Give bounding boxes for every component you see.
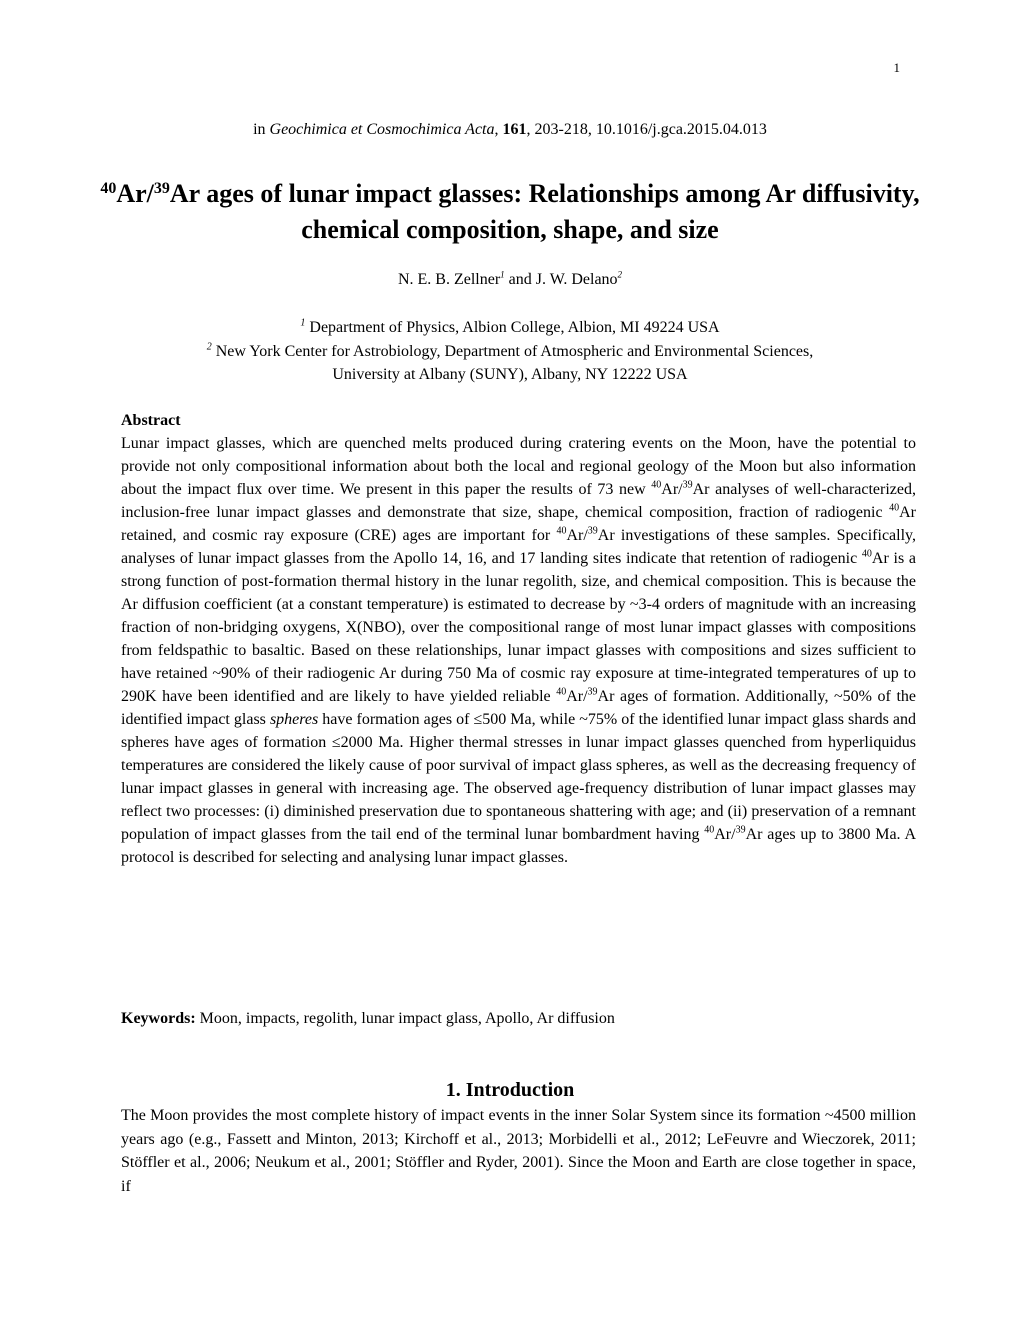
author-1-sup: 1 [500,269,505,280]
citation-sep: , [494,121,503,138]
abstract-text: Ar/ [566,527,588,544]
title-sup-39: 39 [153,180,170,197]
citation-line [0,121,1020,139]
title-part2: Ar ages of lunar impact glasses: Relationships among Ar diffusivity, chemical composition, shape, and size [169,179,920,244]
isotope-sup: 39 [587,686,598,698]
abstract-text: Ar/ [714,826,736,843]
isotope-sup: 39 [682,479,693,491]
affiliations [100,316,920,387]
author-conj: and [504,271,536,288]
citation-prefix: in [253,121,270,138]
isotope-sup: 40 [889,502,900,514]
isotope-sup: 39 [587,525,598,537]
affiliation-2-text: New York Center for Astrobiology, Department of Atmospheric and Environmental Sciences, [211,342,814,360]
abstract-text: have formation ages of ≤500 Ma, while ~75% of the identified lunar impact glass shards and spheres have ages of formation ≤2000 Ma. Higher thermal stresses in lunar impact glasses quenched from hyperliquidus temperatures are considered the likely cause of poor survival of impact glass spheres, as well as the decreasing frequency of lunar impact glasses in general with increasing age. The observed age-frequency distribution of lunar impact glasses may reflect two processes: (i) diminished preservation due to spontaneous shattering with age; and (ii) preservation of a remnant population of impact glasses from the tail end of the terminal lunar bombardment having [121,711,917,843]
author-2: J. W. Delano [535,271,618,288]
introduction-paragraph: The Moon provides the most complete history of impact events in the inner Solar System since its formation ~4500 million years ago (e.g., Fassett and Minton, 2013; Kirchoff et al., 2013; Morbidelli et al., 2012; LeFeuvre and Wieczorek, 2011; Stöffler et al., 2006; Neukum et al., 2001; Stöffler and Ryder, 2001). Since the Moon and Earth are close together in space, if [121,1107,916,1195]
isotope-sup: 40 [704,824,715,836]
affiliation-1-sup: 1 [300,317,306,329]
abstract-emphasis: spheres [269,711,319,728]
author-1: N. E. B. Zellner [397,271,501,288]
affiliation-2-cont [100,363,920,387]
abstract-body [121,432,916,869]
isotope-sup: 40 [651,479,662,491]
abstract-text: Ar analyses of well-characterized, inclusion-free lunar impact glasses and demonstrate that size, shape, chemical composition, fraction of radiogenic [121,481,917,521]
affiliation-3-text: University at Albany (SUNY), Albany, NY 12222 USA [332,366,688,383]
abstract-text: Lunar impact glasses, which are quenched melts produced during cratering events on the Moon, have the potential to provide not only compositional information about both the local and regional geology of the Moon but also information about the impact flux over time. We present in this paper the results of 73 new [121,435,916,498]
abstract-section [121,409,916,869]
isotope-sup: 40 [556,525,567,537]
abstract-text: Ar ages of formation. Additionally, ~50% of the identified impact glass [121,688,916,728]
keywords-label: Keywords: [121,1010,196,1027]
abstract-text: Ar/ [566,688,588,705]
affiliation-1 [100,316,920,340]
isotope-sup: 39 [735,824,746,836]
author-2-sup: 2 [617,269,623,280]
title-part1: Ar/ [116,179,154,208]
abstract-text: Ar investigations of these samples. Specifically, analyses of lunar impact glasses from the Apollo 14, 16, and 17 landing sites indicate that retention of radiogenic [121,527,917,567]
affiliation-2-sup: 2 [206,341,212,353]
isotope-sup: 40 [861,548,872,560]
abstract-text: Ar is a strong function of post-formation thermal history in the lunar regolith, size, and chemical composition. This is because the Ar diffusion coefficient (at a constant temperature) is estimated to decrease by ~3-4 orders of magnitude with an increasing fraction of non-bridging oxygens, X(NBO), over the compositional range of most lunar impact glasses with compositions from feldspathic to basaltic. Based on these relationships, lunar impact glasses with compositions and sizes sufficient to have retained ~90% of their radiogenic Ar during 750 Ma of cosmic ray exposure at time-integrated temperatures of up to 290K have been identified and are likely to have yielded reliable [121,550,917,705]
journal-name: Geochimica et Cosmochimica Acta [269,121,495,138]
paper-title [100,176,920,248]
abstract-text: Ar retained, and cosmic ray exposure (CRE) ages are important for [121,504,916,544]
section-heading-introduction: 1. Introduction [445,1079,575,1101]
affiliation-2 [100,340,920,364]
author-line [0,271,1020,289]
abstract-text: Ar/ [661,481,683,498]
abstract-text: Ar ages up to 3800 Ma. A protocol is described for selecting and analysing lunar impact glasses. [121,826,917,866]
title-sup-40: 40 [100,180,117,197]
journal-volume: 161 [502,121,527,138]
page-number: 1 [893,60,900,75]
keywords-text: Moon, impacts, regolith, lunar impact glass, Apollo, Ar diffusion [195,1010,615,1027]
keywords-line [121,1010,916,1028]
abstract-heading: Abstract [121,412,181,429]
citation-rest: , 203-218, 10.1016/j.gca.2015.04.013 [526,121,767,138]
isotope-sup: 40 [556,686,567,698]
affiliation-1-text: Department of Physics, Albion College, Albion, MI 49224 USA [305,319,720,336]
